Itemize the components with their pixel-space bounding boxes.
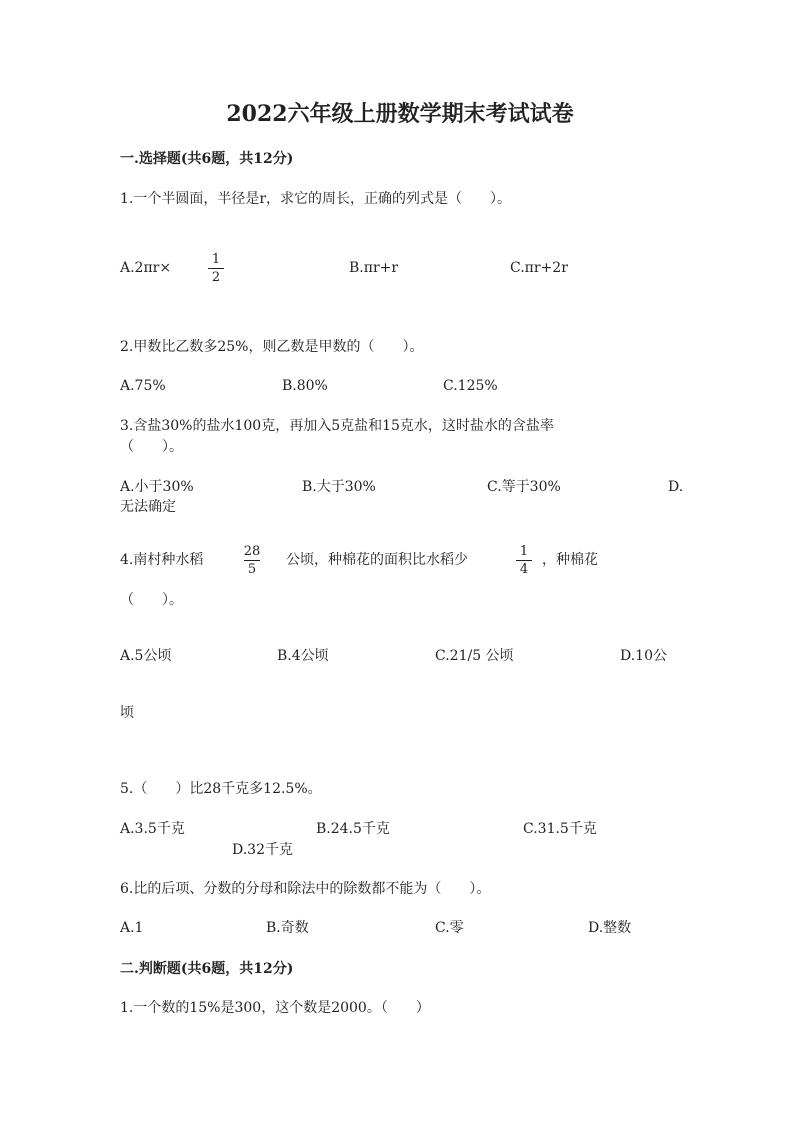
fraction-denominator: 4: [519, 562, 529, 577]
question-4-stem-part-2: 公顷，种棉花的面积比水稻少: [286, 552, 468, 568]
question-6-option-c: C.零: [435, 920, 464, 936]
question-4-option-d-continued: 顷: [120, 705, 134, 721]
question-4-stem-part-1: 4.南村种水稻: [120, 552, 204, 568]
question-1-option-a-fraction: [206, 252, 226, 285]
fraction-bar: [516, 560, 532, 561]
question-2-option-a: A.75%: [120, 378, 166, 394]
question-3-option-a: A.小于30%: [120, 479, 194, 495]
question-5-option-a: A.3.5千克: [120, 821, 185, 837]
question-4-option-c: C.21/5 公顷: [435, 648, 514, 664]
question-1-option-b: B.πr+r: [349, 260, 399, 276]
question-3-option-d-label: D.: [668, 479, 684, 495]
question-4-stem-line-2: （ ）。: [120, 592, 183, 608]
page-title: 2022六年级上册数学期末考试试卷: [226, 101, 574, 127]
question-6-option-b: B.奇数: [266, 920, 309, 936]
question-3-stem-line-2: （ ）。: [120, 439, 183, 455]
fraction-numerator: 1: [211, 252, 221, 267]
question-3-stem-line-1: 3.含盐30%的盐水100克，再加入5克盐和15克水，这时盐水的含盐率: [120, 418, 554, 434]
question-4-option-d: D.10公: [620, 648, 667, 664]
question-1-stem: 1.一个半圆面，半径是r，求它的周长，正确的列式是（ ）。: [120, 191, 512, 207]
question-3-option-b: B.大于30%: [302, 479, 376, 495]
question-4-stem-part-3: ，种棉花: [542, 552, 598, 568]
question-6-stem: 6.比的后项、分数的分母和除法中的除数都不能为（ ）。: [120, 881, 491, 897]
section-heading-true-false: 二.判断题(共6题，共12分): [120, 961, 294, 977]
question-3-option-c: C.等于30%: [487, 479, 561, 495]
question-4-fraction-2: [514, 544, 534, 577]
fraction-numerator: 1: [519, 544, 529, 559]
fraction-numerator: 28: [243, 544, 261, 559]
question-6-option-d: D.整数: [588, 920, 632, 936]
question-2-option-b: B.80%: [282, 378, 328, 394]
question-3-option-d-text: 无法确定: [120, 499, 176, 515]
true-false-question-1-stem: 1.一个数的15%是300，这个数是2000。（ ）: [120, 1000, 430, 1016]
question-5-stem: 5.（ ）比28千克多12.5%。: [120, 781, 322, 797]
question-5-option-c: C.31.5千克: [523, 821, 597, 837]
question-4-option-b: B.4公顷: [277, 648, 329, 664]
question-1-option-c: C.πr+2r: [510, 260, 568, 276]
question-2-stem: 2.甲数比乙数多25%，则乙数是甲数的（ ）。: [120, 339, 424, 355]
section-heading-choice: 一.选择题(共6题，共12分): [120, 151, 294, 167]
question-5-option-d: D.32千克: [232, 842, 293, 858]
fraction-denominator: 5: [247, 562, 257, 577]
question-5-option-b: B.24.5千克: [316, 821, 390, 837]
fraction-bar: [244, 560, 260, 561]
question-1-option-a: A.2πr×: [120, 260, 172, 276]
question-2-option-c: C.125%: [443, 378, 498, 394]
question-4-fraction-1: [242, 544, 262, 577]
fraction-denominator: 2: [211, 270, 221, 285]
fraction-bar: [208, 268, 224, 269]
question-4-option-a: A.5公顷: [120, 648, 172, 664]
question-6-option-a: A.1: [120, 920, 144, 936]
